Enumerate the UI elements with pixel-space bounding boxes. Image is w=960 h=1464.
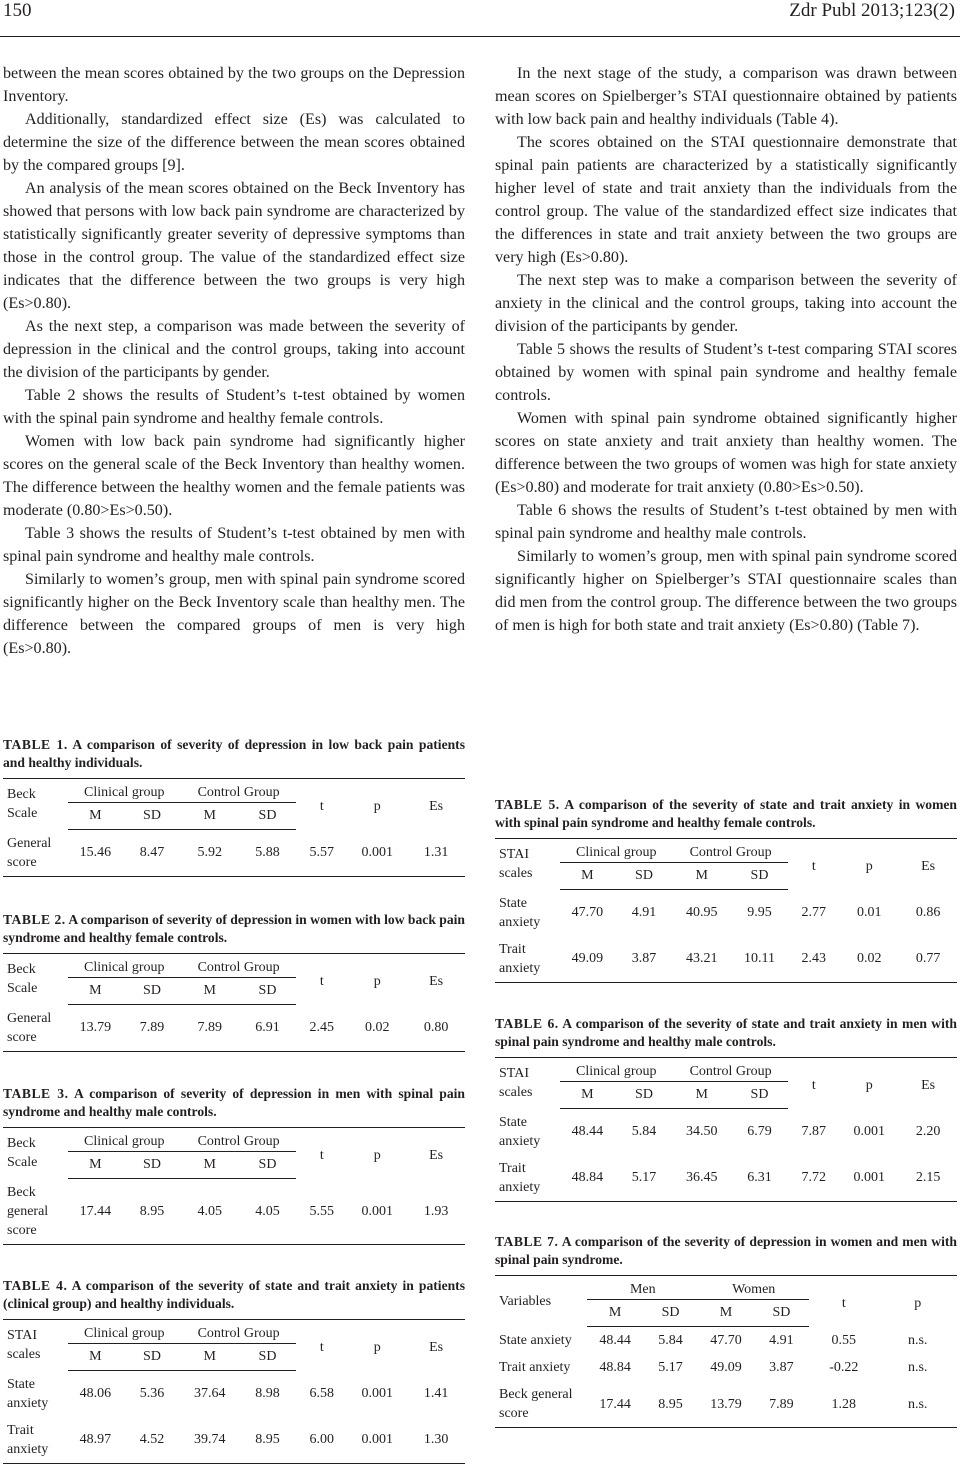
table-cell: 37.64 xyxy=(193,1386,226,1402)
table-cell: 5.88 xyxy=(239,830,297,877)
table-cell: 49.09 xyxy=(710,1360,742,1375)
table-cell: 15.46 xyxy=(68,830,123,877)
row-header: STAI scales xyxy=(3,1320,68,1371)
table-cell: 5.36 xyxy=(139,1386,165,1402)
table-cell: 43.21 xyxy=(673,936,731,983)
column-header: M xyxy=(181,978,239,1005)
column-group-header: Clinical group xyxy=(560,1058,673,1082)
column-header: p xyxy=(347,1128,407,1179)
row-label: Trait anxiety xyxy=(495,936,560,983)
paragraph: between the mean scores obtained by the two groups on the Depression Inventory. xyxy=(3,65,465,105)
table-caption xyxy=(495,1015,957,1051)
table-caption xyxy=(3,736,465,772)
column-group-header: Clinical group xyxy=(68,1320,181,1344)
table-cell: 5.55 xyxy=(296,1179,347,1245)
table-1 xyxy=(3,736,465,877)
paragraph: The scores obtained on the STAI questionnaire demonstrate that spinal pain patients are characterized by a statistically significantly higher level of state and trait anxiety than the individuals from the control group. The value of the standardized effect size indicates that the differences in state and trait anxiety between the two groups are very high (Es>0.80). xyxy=(495,134,957,266)
table-cell: 1.28 xyxy=(809,1381,878,1428)
paragraph: As the next step, a comparison was made between the severity of depression in the clinical and the control groups, taking into account the division of the participants by gender. xyxy=(3,318,465,381)
table-cell: 7.89 xyxy=(754,1381,809,1428)
table-cell: 0.02 xyxy=(839,936,899,983)
column-header: t xyxy=(296,1320,347,1371)
paragraph: Similarly to women’s group, men with spinal pain syndrome scored significantly higher on Spielberger’s STAI questionnaire scales than did men from the control group. The difference between the two groups of men is high for both state and trait anxiety (Es>0.80) (Table 7). xyxy=(495,548,957,634)
table-cell: 9.95 xyxy=(747,905,772,921)
table-cell: n.s. xyxy=(907,1332,928,1348)
table-caption-text: A comparison of the severity of depression in women and men with spinal pain syndrome. xyxy=(495,1234,957,1267)
column-header: t xyxy=(788,839,839,890)
table-cell: 0.01 xyxy=(856,905,882,920)
data-table xyxy=(3,1319,465,1464)
table-caption-text: A comparison of the severity of state and trait anxiety in women with spinal pain syndrome and healthy female controls. xyxy=(495,797,957,830)
table-cell: 6.00 xyxy=(296,1417,347,1464)
row-header: Variables xyxy=(495,1276,587,1327)
row-header: Beck Scale xyxy=(3,954,68,1005)
column-group-header: Control Group xyxy=(181,1320,297,1344)
table-cell: n.s. xyxy=(907,1360,928,1375)
table-row xyxy=(3,1417,465,1464)
column-header: Es xyxy=(899,839,957,890)
table-cell: 49.09 xyxy=(560,936,615,983)
table-caption-text: A comparison of severity of depression in men with spinal pain syndrome and healthy male controls. xyxy=(3,1086,465,1119)
table-cell: 2.20 xyxy=(915,1124,941,1139)
table-cell: 4.91 xyxy=(631,905,657,921)
table-row xyxy=(495,890,957,936)
paragraph: Additionally, standardized effect size (Es) was calculated to determine the size of the difference between the mean scores obtained by the compared groups [9]. xyxy=(3,111,465,174)
table-cell: 8.47 xyxy=(123,830,181,877)
paragraph: Table 6 shows the results of Student’s t-test obtained by men with spinal pain syndrome and healthy male controls. xyxy=(495,502,957,542)
column-group-header: Men xyxy=(587,1276,698,1300)
table-label: TABLE 5. xyxy=(495,797,560,812)
column-header: SD xyxy=(123,1344,181,1371)
table-label: TABLE 3. xyxy=(3,1086,69,1101)
column-header: M xyxy=(68,803,123,830)
table-cell: 0.77 xyxy=(899,936,957,983)
table-caption xyxy=(495,796,957,832)
table-cell: 0.001 xyxy=(347,830,407,877)
column-header: p xyxy=(878,1276,957,1327)
table-cell: 2.43 xyxy=(788,936,839,983)
data-table xyxy=(495,1275,957,1428)
table-cell: 4.05 xyxy=(239,1179,297,1245)
table-cell: 8.95 xyxy=(239,1417,297,1464)
table-label: TABLE 6. xyxy=(495,1016,559,1031)
table-cell: -0.22 xyxy=(829,1360,859,1375)
row-label: State anxiety xyxy=(499,1332,572,1348)
row-label: State anxiety xyxy=(499,895,541,930)
column-header: SD xyxy=(123,978,181,1005)
table-cell: 5.84 xyxy=(631,1124,657,1140)
column-header: SD xyxy=(731,1082,789,1109)
table-row xyxy=(3,830,465,877)
table-cell: 8.95 xyxy=(123,1179,181,1245)
table-cell: 1.41 xyxy=(423,1386,449,1401)
table-cell: 13.79 xyxy=(68,1005,123,1052)
column-header: SD xyxy=(123,1152,181,1179)
table-cell: 7.72 xyxy=(788,1155,839,1202)
table-cell: 6.58 xyxy=(309,1386,335,1401)
table-label: TABLE 4. xyxy=(3,1278,68,1293)
table-cell: 5.17 xyxy=(658,1360,683,1375)
table-cell: 5.57 xyxy=(296,830,347,877)
table-label: TABLE 7. xyxy=(495,1234,559,1249)
journal-reference: Zdr Publ 2013;123(2) xyxy=(789,0,955,21)
column-header: SD xyxy=(239,1344,297,1371)
table-row xyxy=(495,1327,957,1355)
column-header: t xyxy=(296,1128,347,1179)
table-cell: 2.15 xyxy=(899,1155,957,1202)
column-header: p xyxy=(347,1320,407,1371)
table-cell: 0.001 xyxy=(347,1417,407,1464)
data-table xyxy=(3,778,465,877)
column-header: p xyxy=(347,954,407,1005)
column-header: p xyxy=(347,779,407,830)
column-header: Es xyxy=(899,1058,957,1109)
table-5 xyxy=(495,796,957,983)
table-cell: 0.80 xyxy=(407,1005,465,1052)
table-cell: 48.84 xyxy=(599,1360,631,1375)
table-label: TABLE 1. xyxy=(3,737,68,752)
table-cell: 1.93 xyxy=(407,1179,465,1245)
column-header: SD xyxy=(239,1152,297,1179)
table-cell: 6.31 xyxy=(731,1155,789,1202)
row-label: State anxiety xyxy=(499,1114,541,1149)
column-header: SD xyxy=(239,978,297,1005)
table-cell: 40.95 xyxy=(685,905,718,921)
table-cell: 4.52 xyxy=(123,1417,181,1464)
table-cell: 3.87 xyxy=(615,936,673,983)
table-cell: 0.55 xyxy=(831,1332,857,1348)
table-cell: 7.89 xyxy=(181,1005,239,1052)
table-cell: 4.91 xyxy=(769,1333,794,1348)
column-header: t xyxy=(296,954,347,1005)
paragraph: Table 5 shows the results of Student’s t-test comparing STAI scores obtained by women with spinal pain syndrome and healthy female controls. xyxy=(495,341,957,404)
table-cell: n.s. xyxy=(878,1381,957,1428)
paragraph: Women with low back pain syndrome had significantly higher scores on the general scale of the Beck Inventory than healthy women. The difference between the healthy women and the female patients was moderate (0.80>Es>0.50). xyxy=(3,433,465,519)
column-header: SD xyxy=(731,863,789,890)
table-cell: 8.98 xyxy=(255,1386,280,1402)
table-cell: 39.74 xyxy=(181,1417,239,1464)
column-group-header: Clinical group xyxy=(68,1128,181,1152)
column-group-header: Control Group xyxy=(673,1058,789,1082)
table-cell: 6.79 xyxy=(747,1124,772,1140)
table-3 xyxy=(3,1085,465,1245)
row-header: STAI scales xyxy=(495,1058,560,1109)
column-header: SD xyxy=(615,863,673,890)
table-cell: 17.44 xyxy=(68,1179,123,1245)
table-row xyxy=(495,1109,957,1155)
table-caption xyxy=(495,1233,957,1269)
table-cell: 4.05 xyxy=(181,1179,239,1245)
table-caption xyxy=(3,911,465,947)
table-cell: 47.70 xyxy=(571,905,604,921)
table-cell: 0.001 xyxy=(839,1155,899,1202)
data-table xyxy=(495,1057,957,1202)
row-label: General score xyxy=(3,1005,68,1052)
table-cell: 47.70 xyxy=(710,1333,742,1348)
column-group-header: Clinical group xyxy=(68,954,181,978)
column-header: Es xyxy=(407,954,465,1005)
table-cell: 17.44 xyxy=(587,1381,642,1428)
data-table xyxy=(3,1127,465,1245)
column-header: SD xyxy=(643,1300,698,1327)
table-cell: 13.79 xyxy=(698,1381,753,1428)
paragraph: The next step was to make a comparison between the severity of anxiety in the clinical and the control groups, taking into account the division of the participants by gender. xyxy=(495,272,957,335)
column-header: M xyxy=(673,863,731,890)
column-group-header: Clinical group xyxy=(560,839,673,863)
table-caption-text: A comparison of the severity of state and trait anxiety in patients (clinical group) and healthy individuals. xyxy=(3,1278,465,1311)
table-4 xyxy=(3,1277,465,1464)
column-header: M xyxy=(673,1082,731,1109)
table-cell: 5.84 xyxy=(658,1333,683,1348)
column-group-header: Control Group xyxy=(181,954,297,978)
table-cell: 34.50 xyxy=(685,1124,718,1140)
row-header: Beck Scale xyxy=(3,779,68,830)
column-header: M xyxy=(560,863,615,890)
paragraph: An analysis of the mean scores obtained on the Beck Inventory has showed that persons with low back pain syndrome are characterized by statistically significantly greater severity of depressive symptoms than those in the control group. The value of the standardized effect size indicates that the difference between the two groups is very high (Es>0.80). xyxy=(3,180,465,312)
table-7 xyxy=(495,1233,957,1428)
column-header: M xyxy=(698,1300,753,1327)
row-label: Trait anxiety xyxy=(499,1360,571,1375)
table-6 xyxy=(495,1015,957,1202)
table-caption-text: A comparison of severity of depression in low back pain patients and healthy individuals. xyxy=(3,737,465,770)
column-header: t xyxy=(788,1058,839,1109)
table-cell: 8.95 xyxy=(643,1381,698,1428)
row-label: General score xyxy=(3,830,68,877)
table-cell: 0.02 xyxy=(347,1005,407,1052)
column-header: M xyxy=(181,1152,239,1179)
column-group-header: Clinical group xyxy=(68,779,181,803)
row-label: Beck general score xyxy=(495,1381,587,1428)
table-caption xyxy=(3,1085,465,1121)
table-cell: 0.001 xyxy=(347,1179,407,1245)
row-label: Beck general score xyxy=(3,1179,68,1245)
column-header: SD xyxy=(615,1082,673,1109)
table-caption-text: A comparison of the severity of state and trait anxiety in men with spinal pain syndrome and healthy male controls. xyxy=(495,1016,957,1049)
table-caption-text: A comparison of severity of depression in women with low back pain syndrome and healthy female controls. xyxy=(3,912,465,945)
column-header: Es xyxy=(407,1128,465,1179)
table-row xyxy=(495,1381,957,1428)
table-cell: 1.31 xyxy=(407,830,465,877)
table-cell: 48.06 xyxy=(79,1386,112,1402)
data-table xyxy=(3,953,465,1052)
table-row xyxy=(495,1155,957,1202)
column-group-header: Control Group xyxy=(181,779,297,803)
column-header: Es xyxy=(407,779,465,830)
column-header: t xyxy=(809,1276,878,1327)
column-header: M xyxy=(181,803,239,830)
table-cell: 5.92 xyxy=(181,830,239,877)
column-header: M xyxy=(587,1300,642,1327)
table-row xyxy=(3,1005,465,1052)
column-header: M xyxy=(68,1152,123,1179)
column-header: Es xyxy=(407,1320,465,1371)
column-header: M xyxy=(68,978,123,1005)
table-cell: 3.87 xyxy=(769,1360,794,1375)
row-header: Beck Scale xyxy=(3,1128,68,1179)
table-cell: 48.44 xyxy=(599,1333,631,1348)
table-cell: 5.17 xyxy=(615,1155,673,1202)
paragraph: Similarly to women’s group, men with spinal pain syndrome scored significantly higher on the Beck Inventory scale than healthy men. The difference between the compared groups of men is very high (Es>0.80). xyxy=(3,571,465,657)
table-cell: 6.91 xyxy=(239,1005,297,1052)
table-cell: 48.84 xyxy=(560,1155,615,1202)
paragraph: Table 2 shows the results of Student’s t-test obtained by women with the spinal pain syndrome and healthy female controls. xyxy=(3,387,465,427)
table-row xyxy=(495,1354,957,1381)
table-cell: 2.45 xyxy=(296,1005,347,1052)
paragraph: Women with spinal pain syndrome obtained significantly higher scores on state anxiety and trait anxiety than healthy women. The difference between the two groups of women was high for state anxiety (Es>0.80) and moderate for trait anxiety (0.80>Es>0.50). xyxy=(495,410,957,496)
column-header: t xyxy=(296,779,347,830)
paragraph: Table 3 shows the results of Student’s t-test obtained by men with spinal pain syndrome and healthy male controls. xyxy=(3,525,465,565)
paragraph: In the next stage of the study, a comparison was drawn between mean scores on Spielberger’s STAI questionnaire obtained by patients with low back pain and healthy individuals (Table 4). xyxy=(495,65,957,128)
row-label: Trait anxiety xyxy=(3,1417,68,1464)
table-cell: 1.30 xyxy=(407,1417,465,1464)
table-row xyxy=(495,936,957,983)
column-group-header: Women xyxy=(698,1276,809,1300)
table-cell: 0.001 xyxy=(853,1124,885,1139)
column-header: p xyxy=(839,1058,899,1109)
table-cell: 7.89 xyxy=(123,1005,181,1052)
column-header: SD xyxy=(239,803,297,830)
table-cell: 7.87 xyxy=(801,1124,827,1139)
page-number: 150 xyxy=(3,0,32,21)
column-header: M xyxy=(560,1082,615,1109)
table-row xyxy=(3,1371,465,1417)
table-cell: 2.77 xyxy=(801,905,827,920)
right-column-text xyxy=(495,62,957,637)
table-label: TABLE 2. xyxy=(3,912,66,927)
column-header: SD xyxy=(754,1300,809,1327)
page-header xyxy=(0,0,960,37)
row-label: State anxiety xyxy=(7,1376,49,1411)
table-cell: 0.001 xyxy=(361,1386,393,1401)
table-cell: 48.97 xyxy=(68,1417,123,1464)
left-column-text xyxy=(3,62,465,660)
row-label: Trait anxiety xyxy=(495,1155,560,1202)
table-cell: 10.11 xyxy=(731,936,789,983)
table-2 xyxy=(3,911,465,1052)
column-header: SD xyxy=(123,803,181,830)
column-header: p xyxy=(839,839,899,890)
table-cell: 36.45 xyxy=(673,1155,731,1202)
table-caption xyxy=(3,1277,465,1313)
table-cell: 48.44 xyxy=(571,1124,604,1140)
column-header: M xyxy=(181,1344,239,1371)
table-row xyxy=(3,1179,465,1245)
data-table xyxy=(495,838,957,983)
column-group-header: Control Group xyxy=(181,1128,297,1152)
row-header: STAI scales xyxy=(495,839,560,890)
column-group-header: Control Group xyxy=(673,839,789,863)
table-cell: 0.86 xyxy=(915,905,941,920)
column-header: M xyxy=(68,1344,123,1371)
